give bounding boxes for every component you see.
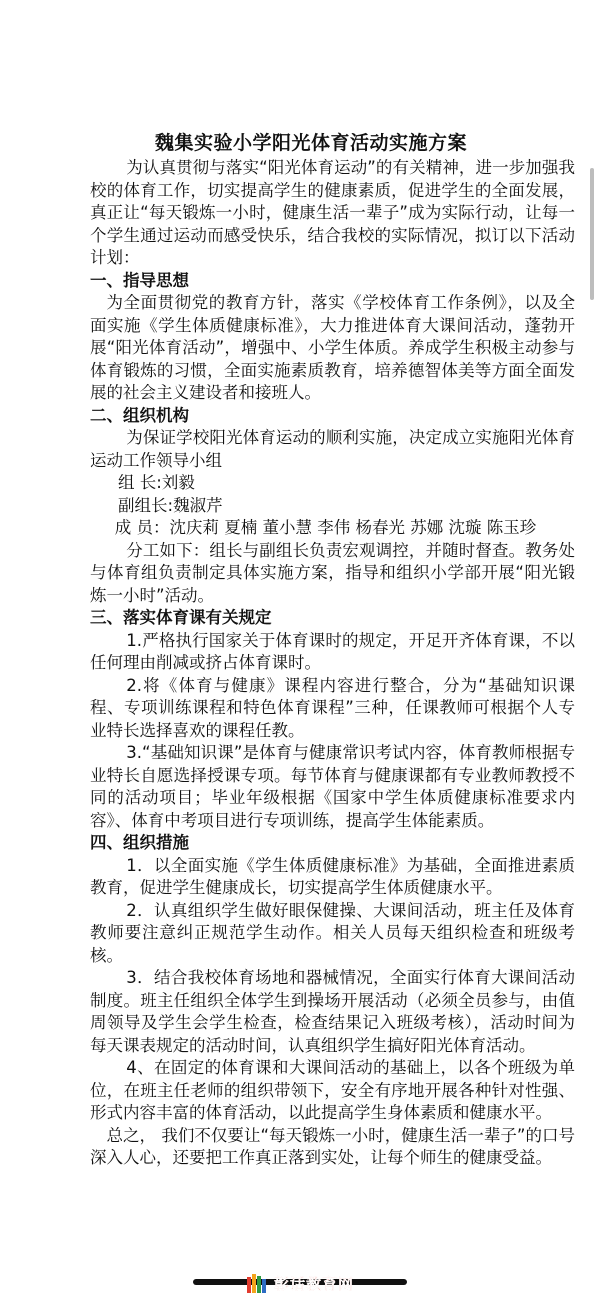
- section-heading-organization: 二、组织机构: [90, 405, 189, 425]
- book-logo-icon: [246, 1271, 268, 1295]
- guiding-ideology-paragraph: 为全面贯彻党的教育方针，落实《学校体育工作条例》，以及全面实施《学生体质健康标准》，大力推进体育大课间活动，蓬勃开展“阳光体育活动”，增强中、小学生体质。养成学生积极主动参与体育锻炼的习惯，全面实施素质教育，培养德智体美等方面全面发展的社会主义建设者和接班人。: [90, 293, 575, 402]
- division-paragraph: 分工如下：组长与副组长负责宏观调控，并随时督查。教务处与体育组负责制定具体实施方案，指导和组织小学部开展“阳光锻炼一小时”活动。: [90, 540, 575, 605]
- site-watermark: [246, 1268, 354, 1298]
- intro-paragraph: 为认真贯彻与落实“阳光体育运动”的有关精神，进一步加强我校的体育工作，切实提高学生的健康素质，促进学生的全面发展，真正让“每天锻炼一小时，健康生活一辈子”成为实际行动，让每一个学生通过运动而感受快乐，结合我校的实际情况，拟订以下活动计划：: [90, 158, 575, 267]
- section-heading-guiding-ideology: 一、指导思想: [90, 270, 189, 290]
- measure-item: 2．认真组织学生做好眼保健操、大课间活动，班主任及体育教师要注意纠正规范学生动作。相关人员每天组织检查和班级考核。: [90, 900, 575, 965]
- measure-item: 4、在固定的体育课和大课间活动的基础上，以各个班级为单位，在班主任老师的组织带领下，安全有序地开展各种针对性强、形式内容丰富的体育活动，以此提高学生身体素质和健康水平。: [90, 1058, 575, 1122]
- conclusion-paragraph: 总之， 我们不仅要让“每天锻炼一小时，健康生活一辈子”的口号深入人心，还要把工作真正落到实处，让每个师生的健康受益。: [90, 1125, 575, 1167]
- section-heading-pe-regulations: 三、落实体育课有关规定: [90, 608, 272, 627]
- vice-leader-line: 副组长:魏淑芹: [118, 495, 223, 515]
- pe-regulation-item: 1.严格执行国家关于体育课时的规定，开足开齐体育课，不以任何理由削减或挤占体育课时。: [90, 630, 575, 672]
- measure-item: 1．以全面实施《学生体质健康标准》为基础，全面推进素质教育，促进学生健康成长，切实提高学生体质健康水平。: [90, 855, 575, 897]
- scrollbar[interactable]: [590, 168, 594, 300]
- section-heading-measures: 四、组织措施: [90, 833, 189, 852]
- members-line: 成 员：沈庆莉 夏楠 董小慧 李伟 杨春光 苏娜 沈璇 陈玉珍: [114, 518, 537, 537]
- pe-regulation-item: 3.“基础知识课”是体育与健康常识考试内容，体育教师根据专业特长自愿选择授课专项。每节体育与健康课都有专业教师教授不同的活动项目；毕业年级根据《国家中学生体质健康标准要求内容》、体育中考项目进行专项训练，提高学生体能素质。: [90, 743, 575, 830]
- measure-item: 3．结合我校体育场地和器械情况，全面实行体育大课间活动制度。班主任组织全体学生到操场开展活动（必须全员参与，由值周领导及学生会学生检查，检查结果记入班级考核），活动时间为每天课表规定的活动时间，认真组织学生搞好阳光体育活动。: [90, 968, 575, 1055]
- pe-regulation-item: 2.将《体育与健康》课程内容进行整合，分为“基础知识课程、专项训练课程和特色体育课程”三种，任课教师可根据个人专业特长选择喜欢的课程任教。: [90, 675, 575, 740]
- group-leader-line: 组 长:刘毅: [118, 473, 195, 492]
- organization-paragraph: 为保证学校阳光体育运动的顺利实施，决定成立实施阳光体育运动工作领导小组: [90, 428, 575, 470]
- document-title: 魏集实验小学阳光体育活动实施方案: [155, 132, 468, 154]
- watermark-text: 彰话教育网: [274, 1274, 355, 1293]
- document-body: [90, 157, 575, 1170]
